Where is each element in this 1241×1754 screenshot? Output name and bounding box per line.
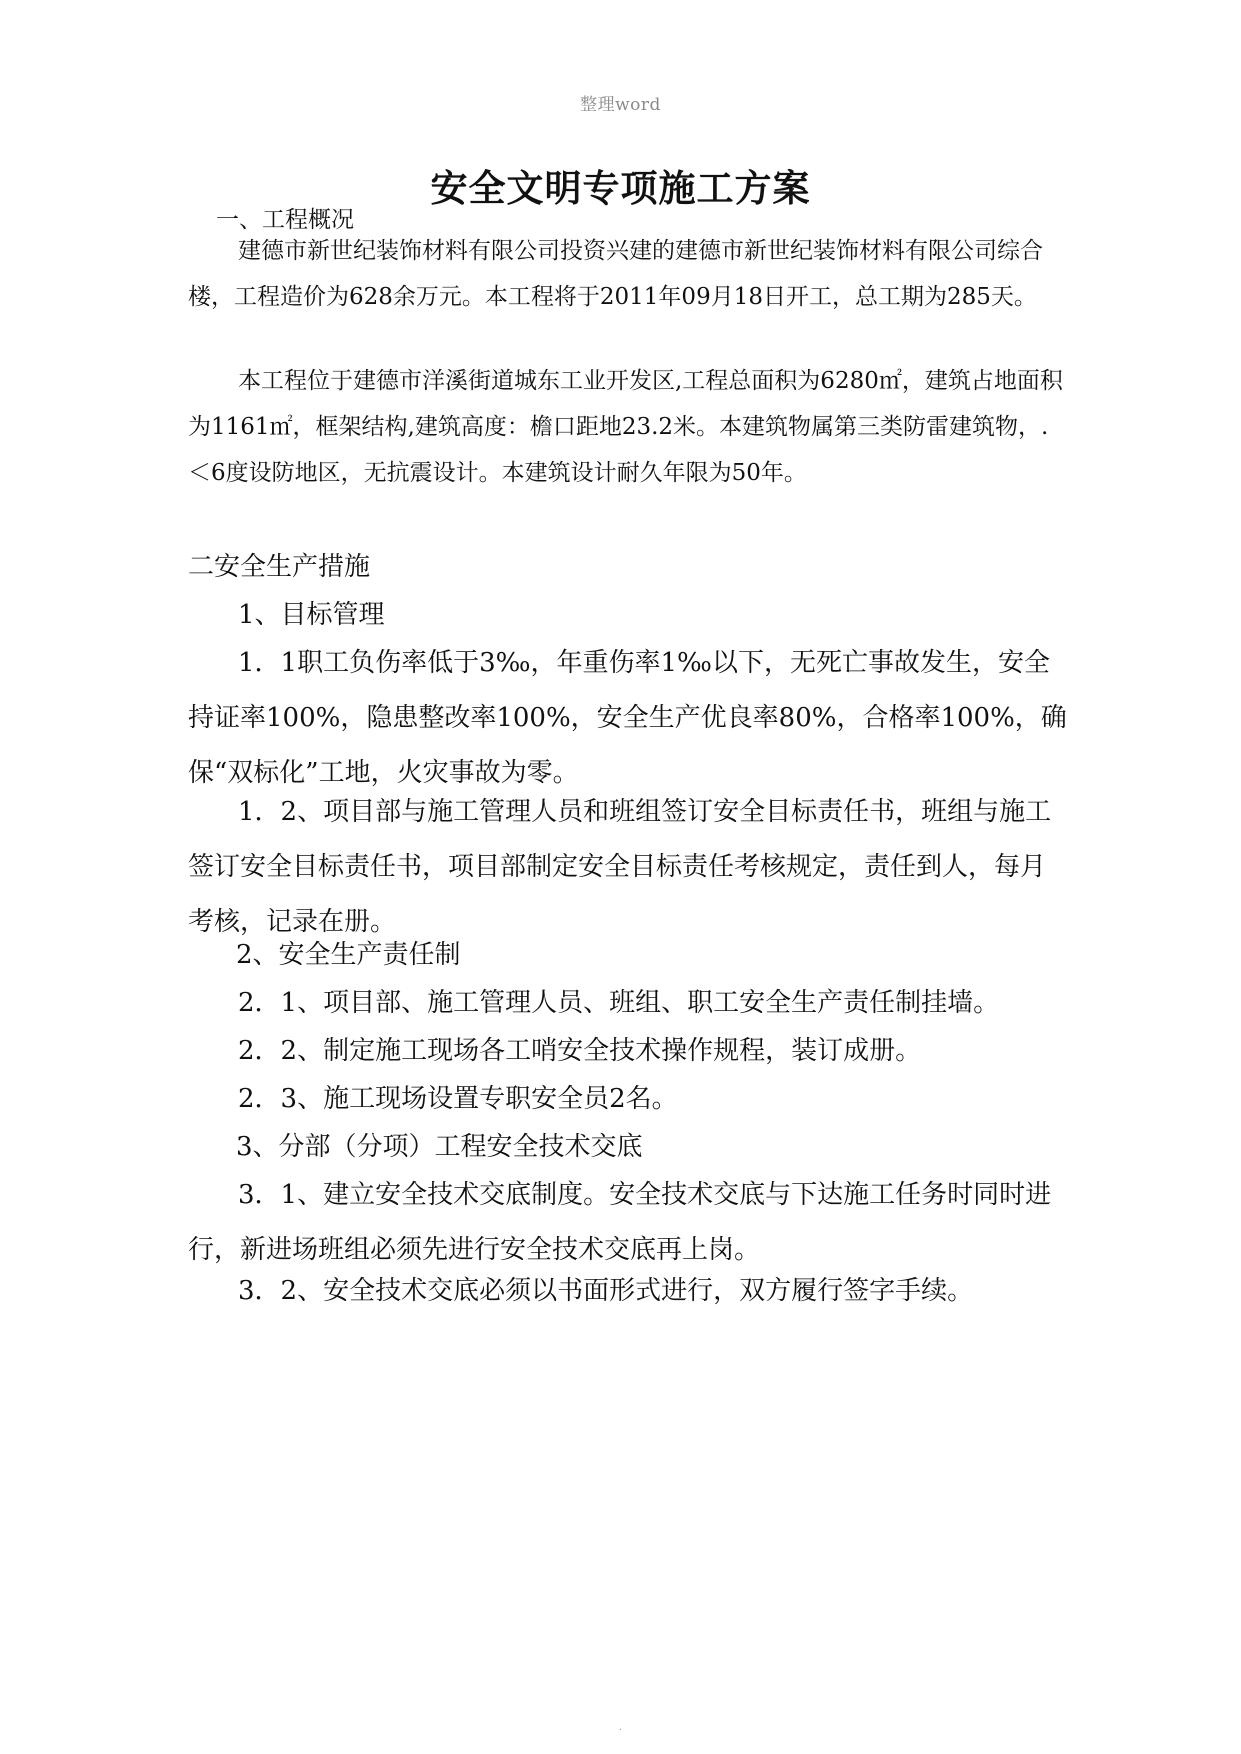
paragraph-2-2: 2．2、制定施工现场各工哨安全技术操作规程，装订成册。 [238,1036,922,1066]
section2-sub1-heading: 1、目标管理 [238,600,385,630]
section1-paragraph-2: 本工程位于建德市洋溪街道城东工业开发区,工程总面积为6280㎡，建筑占地面积为1161㎡，框架结构,建筑高度：檐口距地23.2米。本建筑物属第三类防雷建筑物，.＜6度设防地区，无抗震设计。本建筑设计耐久年限为50年。 [188,368,1063,486]
paragraph-1-2: 1．2、项目部与施工管理人员和班组签订安全目标责任书，班组与施工签订安全目标责任书，项目部制定安全目标责任考核规定，责任到人，每月考核，记录在册。 [188,797,1052,937]
header-watermark: 整理word [580,95,661,115]
paragraph-3-2: 3．2、安全技术交底必须以书面形式进行，双方履行签字手续。 [238,1276,974,1306]
paragraph-1-1: 1．1职工负伤率低于3‰，年重伤率1‰以下，无死亡事故发生，安全持证率100%，隐患整改率100%，安全生产优良率80%，合格率100%，确保“双标化”工地，火灾事故为零。 [188,648,1067,788]
footer-mark: . [618,1722,623,1733]
section1-paragraph-1: 建德市新世纪装饰材料有限公司投资兴建的建德市新世纪装饰材料有限公司综合楼，工程造价为628余万元。本工程将于2011年09月18日开工，总工期为285天。 [188,238,1043,310]
section2-sub2-heading: 2、安全生产责任制 [236,940,461,970]
paragraph-2-3: 2．3、施工现场设置专职安全员2名。 [238,1084,678,1114]
section2-sub3-heading: 3、分部（分项）工程安全技术交底 [236,1132,643,1162]
section1-heading: 一、工程概况 [216,207,354,233]
paragraph-2-1: 2．1、项目部、施工管理人员、班组、职工安全生产责任制挂墙。 [238,988,1000,1018]
document-title: 安全文明专项施工方案 [430,166,811,210]
paragraph-3-1: 3．1、建立安全技术交底制度。安全技术交底与下达施工任务时同时进行，新进场班组必须先进行安全技术交底再上岗。 [188,1180,1052,1265]
section2-heading: 二安全生产措施 [188,552,371,582]
